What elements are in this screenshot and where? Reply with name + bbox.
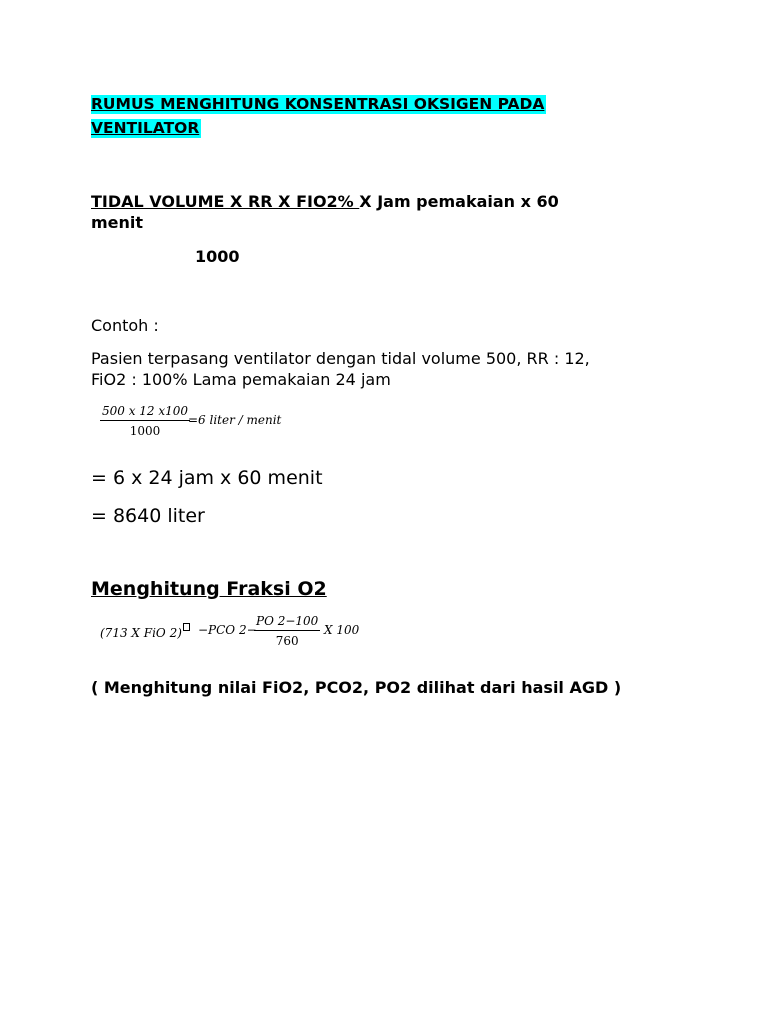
formula-numerator: TIDAL VOLUME X RR X FIO2% [91, 192, 360, 211]
example-fraction [100, 404, 190, 438]
fraction-o2-heading: Menghitung Fraksi O2 [91, 578, 327, 600]
example-label: Contoh : [91, 316, 159, 335]
fraction-o2-note: ( Menghitung nilai FiO2, PCO2, PO2 dilihat dari hasil AGD ) [91, 678, 622, 697]
example-fraction-denominator: 1000 [129, 424, 161, 438]
formula-mid-term: −PCO 2− [198, 623, 257, 637]
example-case-line-2: FiO2 : 100% Lama pemakaian 24 jam [91, 370, 391, 389]
fraction-bar [254, 630, 320, 631]
example-fraction-numerator: 500 x 12 x100 [102, 404, 189, 418]
formula-left-term [100, 623, 191, 640]
example-fraction-equation [100, 404, 300, 440]
title-line-2-text: VENTILATOR [91, 119, 200, 137]
fraction-bar [100, 420, 190, 421]
formula-multiplier-continued: menit [91, 213, 144, 232]
page-title-line-1 [91, 94, 546, 114]
title-line-1-text: RUMUS MENGHITUNG KONSENTRASI OKSIGEN PADA [91, 95, 545, 113]
placeholder-box-icon [183, 623, 190, 631]
formula-fraction-denominator: 760 [275, 634, 299, 648]
example-fraction-result: =6 liter / menit [188, 413, 282, 427]
formula-fraction [254, 614, 320, 648]
example-step-2: = 8640 liter [91, 505, 205, 527]
formula-right-term: X 100 [324, 623, 360, 637]
formula-denominator: 1000 [195, 247, 240, 266]
formula-left-text: (713 X FiO 2) [100, 626, 182, 640]
fraction-o2-formula [100, 614, 400, 652]
consumption-formula-line [91, 192, 559, 212]
formula-multiplier: X Jam pemakaian x 60 [359, 192, 559, 211]
example-case-line-1: Pasien terpasang ventilator dengan tidal volume 500, RR : 12, [91, 349, 590, 368]
page-title-line-2 [91, 118, 201, 138]
example-step-1: = 6 x 24 jam x 60 menit [91, 467, 323, 489]
formula-fraction-numerator: PO 2−100 [256, 614, 319, 628]
